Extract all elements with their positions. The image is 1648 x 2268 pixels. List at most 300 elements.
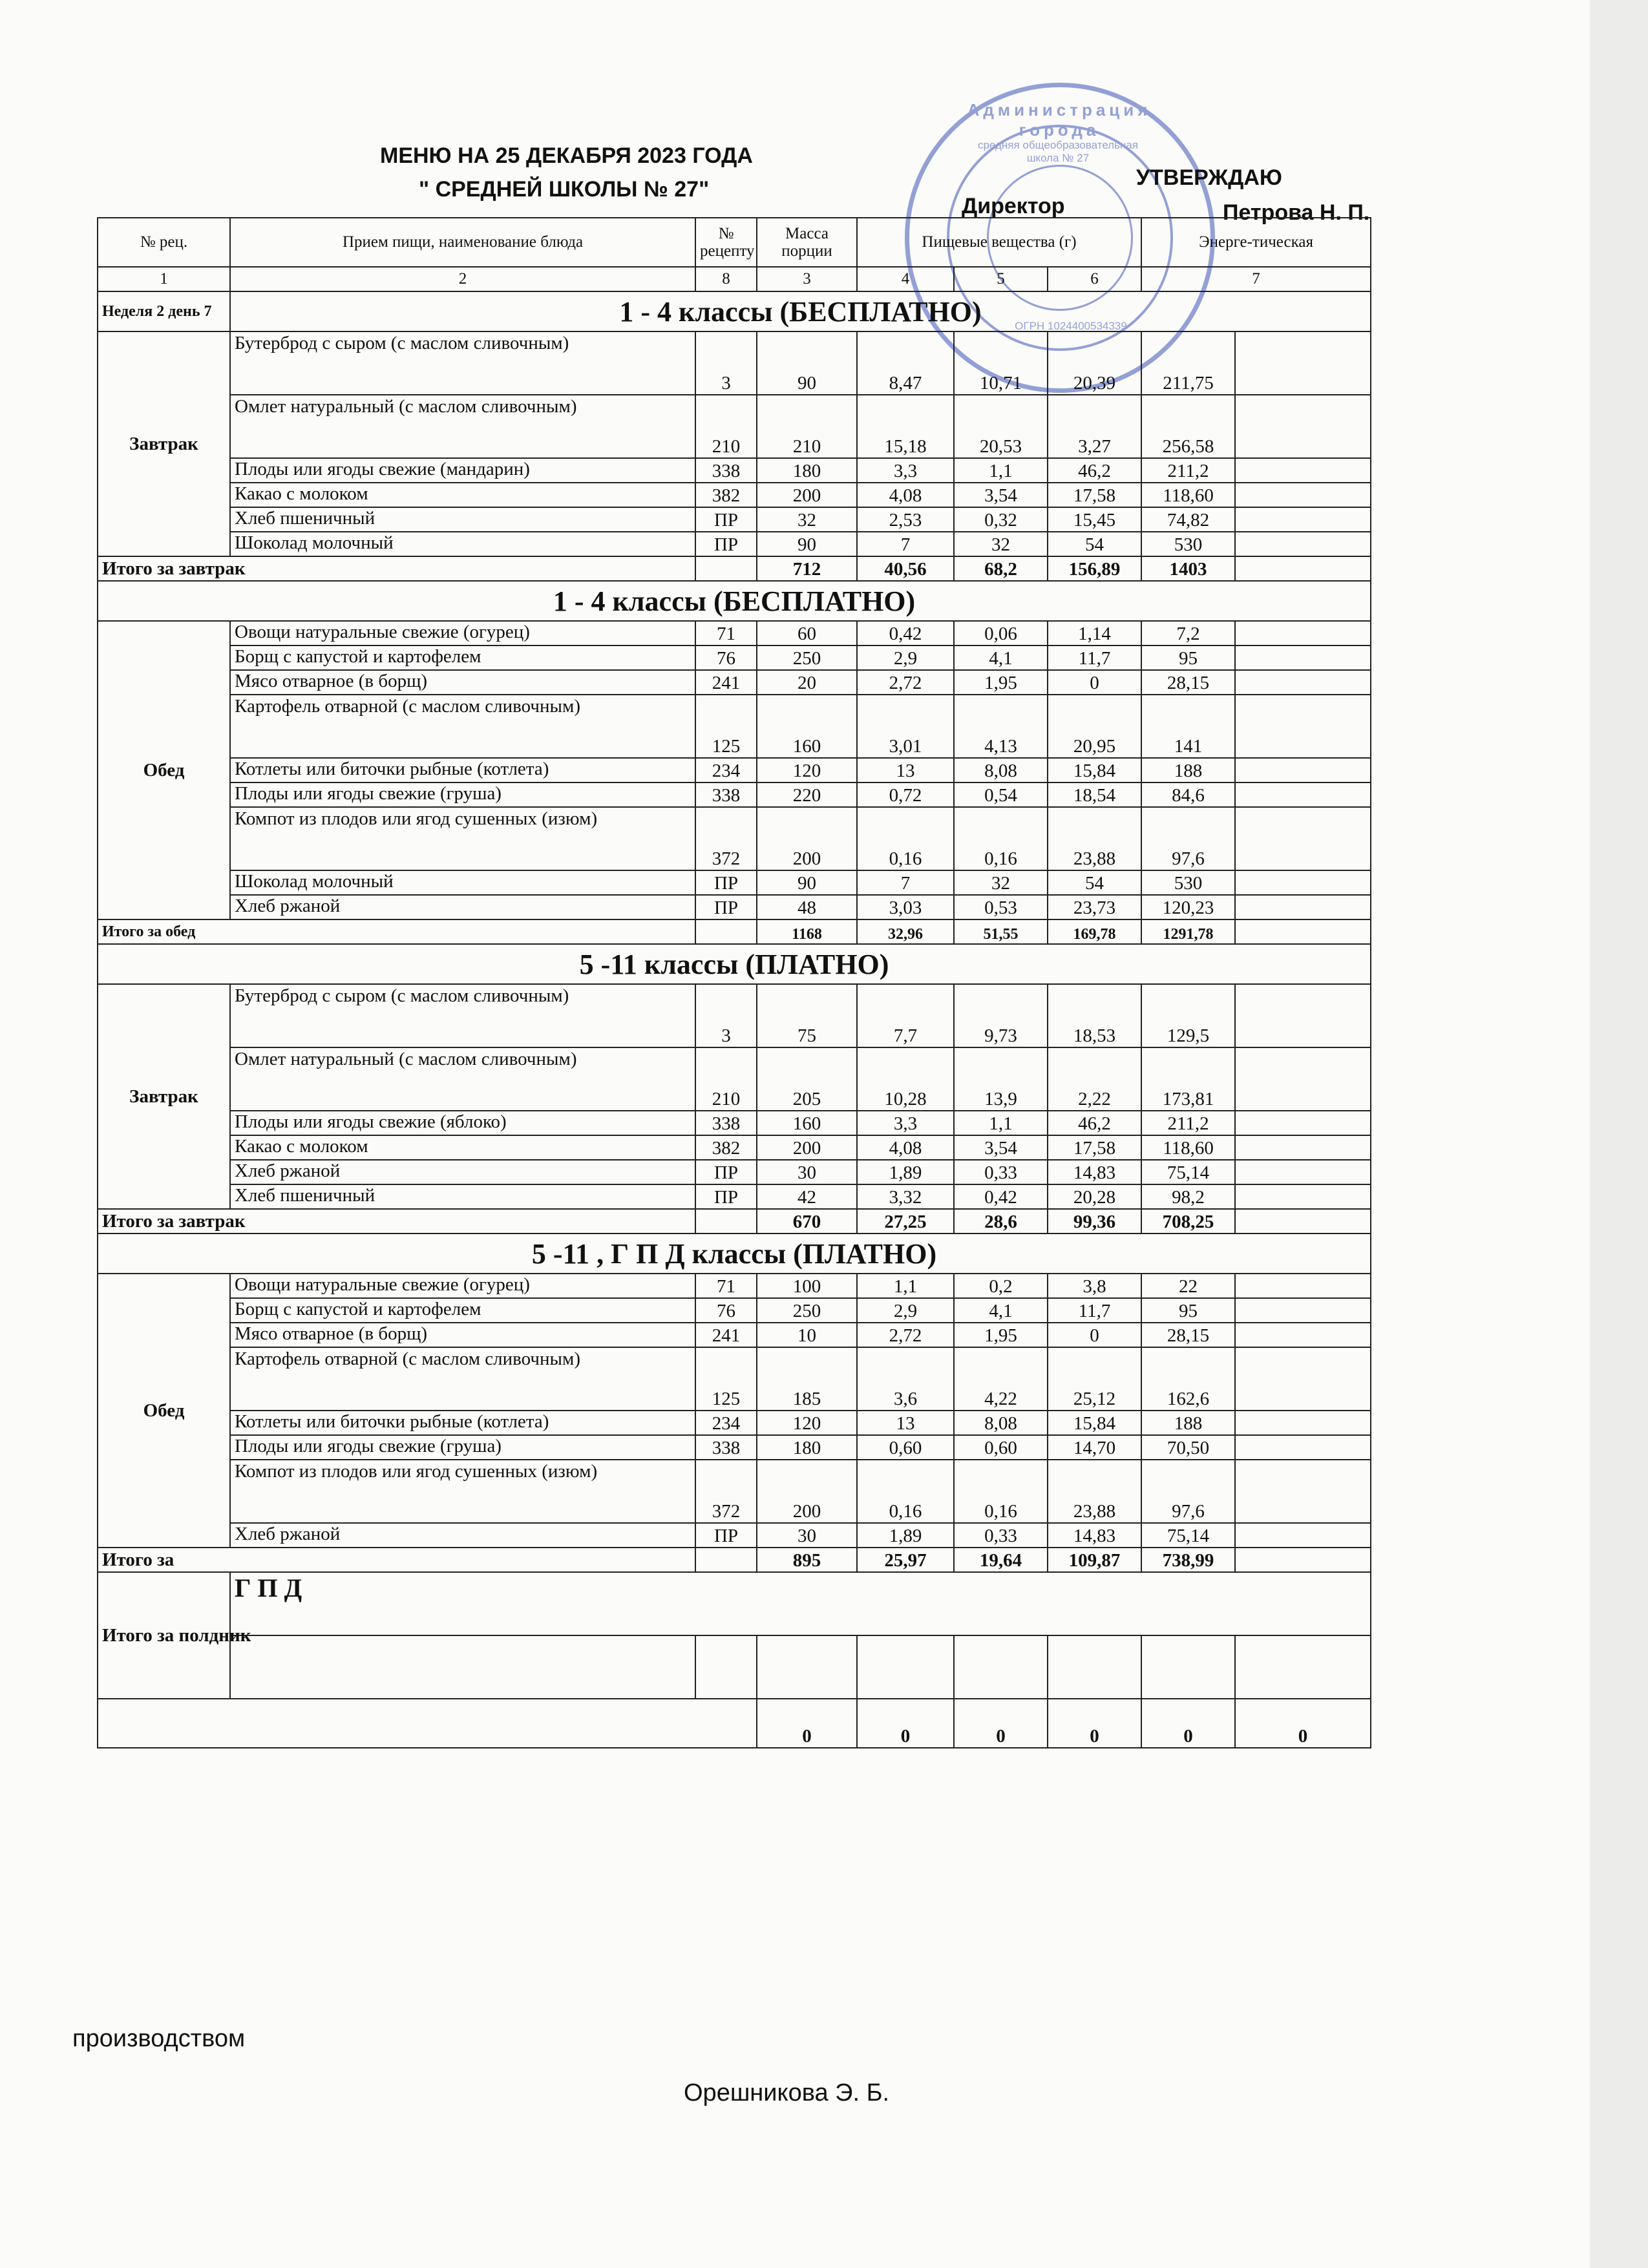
table-row <box>98 331 1371 395</box>
cell-mass: 30 <box>757 1523 857 1548</box>
cell-mass: 90 <box>757 331 857 395</box>
snack-label: Итого за полдник <box>98 1572 230 1699</box>
cell-b: 0,72 <box>857 782 954 807</box>
dish-name: Борщ с капустой и картофелем <box>230 646 695 670</box>
table-row <box>98 646 1371 670</box>
table-row <box>98 1209 1371 1234</box>
empty-cell <box>695 1548 757 1572</box>
cell-mass: 200 <box>757 483 857 507</box>
cell-e: 211,2 <box>1141 1111 1235 1135</box>
dish-name: Мясо отварное (в борщ) <box>230 1323 695 1347</box>
empty-cell <box>1235 1209 1371 1234</box>
cell-e: 530 <box>1141 532 1235 556</box>
cell-zh: 8,08 <box>954 758 1048 782</box>
menu-table <box>97 217 1371 1748</box>
empty-cell <box>695 1209 757 1234</box>
cell-u: 0 <box>1048 670 1141 695</box>
cell-e: 129,5 <box>1141 984 1235 1047</box>
total-mass: 670 <box>757 1209 857 1234</box>
total-zh: 51,55 <box>954 919 1048 944</box>
cell-u: 46,2 <box>1048 458 1141 483</box>
dish-name: Компот из плодов или ягод сушенных (изюм) <box>230 807 695 870</box>
dish-name: Бутерброд с сыром (с маслом сливочным) <box>230 984 695 1047</box>
cell-b: 1,89 <box>857 1523 954 1548</box>
cell-mass: 48 <box>757 895 857 919</box>
dish-name: Плоды или ягоды свежие (груша) <box>230 1435 695 1460</box>
empty-cell <box>857 1635 954 1699</box>
gpd-title: Г П Д <box>230 1572 1371 1635</box>
cell-u: 2,22 <box>1048 1047 1141 1111</box>
empty-cell <box>1235 1323 1371 1347</box>
total-mass: 895 <box>757 1548 857 1572</box>
cell-u: 17,58 <box>1048 483 1141 507</box>
cell-e: 188 <box>1141 1411 1235 1435</box>
cell-zh: 8,08 <box>954 1411 1048 1435</box>
cell-e: 120,23 <box>1141 895 1235 919</box>
col-header-energy: Энерге-тическая <box>1141 218 1371 267</box>
table-row <box>98 1111 1371 1135</box>
empty-cell <box>954 1635 1048 1699</box>
section-title: 5 -11 , Г П Д классы (ПЛАТНО) <box>98 1234 1371 1274</box>
cell-mass: 90 <box>757 532 857 556</box>
cell-b: 0,16 <box>857 1460 954 1523</box>
empty-cell <box>695 556 757 581</box>
cell-zh: 0,2 <box>954 1274 1048 1298</box>
table-row <box>98 1047 1371 1111</box>
table-row <box>98 758 1371 782</box>
cell-u: 14,83 <box>1048 1160 1141 1184</box>
total-label: Итого за завтрак <box>98 1209 695 1234</box>
cell-rec: 210 <box>695 1047 757 1111</box>
empty-cell <box>1235 984 1371 1047</box>
cell-u: 25,12 <box>1048 1347 1141 1411</box>
cell-mass: 120 <box>757 758 857 782</box>
col-number: 7 <box>1141 267 1371 291</box>
cell-e: 530 <box>1141 870 1235 895</box>
cell-e: 256,58 <box>1141 395 1235 458</box>
week-label: Неделя 2 день 7 <box>98 291 230 331</box>
dish-name: Мясо отварное (в борщ) <box>230 670 695 695</box>
cell-u: 54 <box>1048 870 1141 895</box>
cell-u: 3,8 <box>1048 1274 1141 1298</box>
cell-mass: 32 <box>757 507 857 532</box>
table-row <box>98 507 1371 532</box>
dish-name: Котлеты или биточки рыбные (котлета) <box>230 1411 695 1435</box>
table-row <box>98 895 1371 919</box>
cell-b: 10,28 <box>857 1047 954 1111</box>
table-row <box>98 870 1371 895</box>
cell-b: 2,9 <box>857 646 954 670</box>
table-row <box>98 458 1371 483</box>
empty-cell <box>695 1635 757 1699</box>
table-row <box>98 1274 1371 1298</box>
cell-b: 4,08 <box>857 483 954 507</box>
menu-title: МЕНЮ НА 25 ДЕКАБРЯ 2023 ГОДА <box>380 143 753 168</box>
cell-rec: 71 <box>695 621 757 646</box>
empty-cell <box>1235 395 1371 458</box>
cell-mass: 180 <box>757 1435 857 1460</box>
total-label: Итого за <box>98 1548 695 1572</box>
table-row <box>98 807 1371 870</box>
cell-u: 0 <box>1048 1323 1141 1347</box>
cell-mass: 250 <box>757 646 857 670</box>
dish-name: Плоды или ягоды свежие (мандарин) <box>230 458 695 483</box>
approve-label: УТВЕРЖДАЮ <box>1136 165 1282 190</box>
cell-rec: 241 <box>695 1323 757 1347</box>
cell-mass: 200 <box>757 807 857 870</box>
cell-e: 118,60 <box>1141 483 1235 507</box>
dish-name: Картофель отварной (с маслом сливочным) <box>230 1347 695 1411</box>
cell-u: 17,58 <box>1048 1135 1141 1160</box>
empty-cell <box>230 1635 695 1699</box>
total-zh: 19,64 <box>954 1548 1048 1572</box>
section-title: 1 - 4 классы (БЕСПЛАТНО) <box>230 291 1371 331</box>
table-row <box>98 395 1371 458</box>
dish-name: Хлеб пшеничный <box>230 1184 695 1209</box>
table-row <box>98 1699 1371 1748</box>
cell-mass: 180 <box>757 458 857 483</box>
total-e: 1403 <box>1141 556 1235 581</box>
cell-e: 28,15 <box>1141 1323 1235 1347</box>
cell-zh: 0,54 <box>954 782 1048 807</box>
cell-u: 23,73 <box>1048 895 1141 919</box>
col-number: 4 <box>857 267 954 291</box>
cell-zh: 0,16 <box>954 807 1048 870</box>
cell-zh: 13,9 <box>954 1047 1048 1111</box>
cell-e: 95 <box>1141 1298 1235 1323</box>
total-b: 25,97 <box>857 1548 954 1572</box>
cell-b: 0,60 <box>857 1435 954 1460</box>
snack-total-mass: 0 <box>757 1699 857 1748</box>
cell-zh: 20,53 <box>954 395 1048 458</box>
cell-zh: 4,13 <box>954 695 1048 758</box>
empty-cell <box>1235 807 1371 870</box>
empty-cell <box>1235 1435 1371 1460</box>
cell-u: 20,28 <box>1048 1184 1141 1209</box>
empty-cell <box>1235 458 1371 483</box>
snack-total-zh: 0 <box>954 1699 1048 1748</box>
cell-zh: 0,53 <box>954 895 1048 919</box>
dish-name: Котлеты или биточки рыбные (котлета) <box>230 758 695 782</box>
cell-b: 3,32 <box>857 1184 954 1209</box>
cell-mass: 185 <box>757 1347 857 1411</box>
cell-mass: 220 <box>757 782 857 807</box>
cell-zh: 4,22 <box>954 1347 1048 1411</box>
cell-e: 22 <box>1141 1274 1235 1298</box>
cell-mass: 205 <box>757 1047 857 1111</box>
empty-cell <box>1235 870 1371 895</box>
scan-edge <box>1590 0 1648 2268</box>
cell-mass: 210 <box>757 395 857 458</box>
table-row <box>98 532 1371 556</box>
cell-mass: 90 <box>757 870 857 895</box>
empty-cell <box>1235 1047 1371 1111</box>
cell-mass: 42 <box>757 1184 857 1209</box>
cell-zh: 0,16 <box>954 1460 1048 1523</box>
cell-u: 23,88 <box>1048 1460 1141 1523</box>
cell-mass: 60 <box>757 621 857 646</box>
total-b: 40,56 <box>857 556 954 581</box>
dish-name: Омлет натуральный (с маслом сливочным) <box>230 395 695 458</box>
cell-u: 20,95 <box>1048 695 1141 758</box>
empty-cell <box>757 1635 857 1699</box>
dish-name: Хлеб ржаной <box>230 895 695 919</box>
cell-mass: 20 <box>757 670 857 695</box>
cell-b: 0,16 <box>857 807 954 870</box>
cell-rec: 234 <box>695 1411 757 1435</box>
empty-cell <box>1235 670 1371 695</box>
dish-name: Плоды или ягоды свежие (груша) <box>230 782 695 807</box>
col-number: 8 <box>695 267 757 291</box>
cell-rec: 382 <box>695 483 757 507</box>
table-row <box>98 291 1371 331</box>
cell-e: 211,75 <box>1141 331 1235 395</box>
dish-name: Хлеб пшеничный <box>230 507 695 532</box>
cell-zh: 32 <box>954 532 1048 556</box>
snack-total-extra: 0 <box>1235 1699 1371 1748</box>
meal-label: Завтрак <box>98 331 230 556</box>
dish-name: Хлеб ржаной <box>230 1160 695 1184</box>
total-e: 1291,78 <box>1141 919 1235 944</box>
empty-cell <box>1235 1548 1371 1572</box>
cell-mass: 120 <box>757 1411 857 1435</box>
empty-cell <box>1235 556 1371 581</box>
cell-u: 11,7 <box>1048 1298 1141 1323</box>
director-name: Петрова Н. П. <box>1223 200 1370 225</box>
cell-b: 3,3 <box>857 458 954 483</box>
total-b: 32,96 <box>857 919 954 944</box>
cell-rec: 76 <box>695 1298 757 1323</box>
cell-b: 1,89 <box>857 1160 954 1184</box>
table-row <box>98 581 1371 621</box>
total-mass: 1168 <box>757 919 857 944</box>
cell-mass: 200 <box>757 1460 857 1523</box>
cell-e: 28,15 <box>1141 670 1235 695</box>
meal-label: Обед <box>98 1274 230 1548</box>
cell-zh: 1,95 <box>954 670 1048 695</box>
cell-zh: 0,32 <box>954 507 1048 532</box>
cell-b: 3,6 <box>857 1347 954 1411</box>
cell-b: 3,3 <box>857 1111 954 1135</box>
dish-name: Овощи натуральные свежие (огурец) <box>230 1274 695 1298</box>
cell-rec: 125 <box>695 695 757 758</box>
cell-b: 4,08 <box>857 1135 954 1160</box>
empty-cell <box>1235 1135 1371 1160</box>
table-row <box>98 1548 1371 1572</box>
cell-e: 75,14 <box>1141 1160 1235 1184</box>
dish-name: Шоколад молочный <box>230 870 695 895</box>
col-header-mass: Масса порции <box>757 218 857 267</box>
cell-zh: 10,71 <box>954 331 1048 395</box>
cell-e: 162,6 <box>1141 1347 1235 1411</box>
cell-b: 8,47 <box>857 331 954 395</box>
cell-u: 1,14 <box>1048 621 1141 646</box>
section-title: 1 - 4 классы (БЕСПЛАТНО) <box>98 581 1371 621</box>
cell-e: 98,2 <box>1141 1184 1235 1209</box>
cell-rec: ПР <box>695 870 757 895</box>
table-row <box>98 556 1371 581</box>
empty-cell <box>1235 1523 1371 1548</box>
empty-cell <box>1235 507 1371 532</box>
cell-e: 84,6 <box>1141 782 1235 807</box>
col-header-rec: № рец. <box>98 218 230 267</box>
cell-e: 173,81 <box>1141 1047 1235 1111</box>
cell-b: 1,1 <box>857 1274 954 1298</box>
table-row <box>98 621 1371 646</box>
cell-zh: 3,54 <box>954 1135 1048 1160</box>
cell-u: 23,88 <box>1048 807 1141 870</box>
col-number: 2 <box>230 267 695 291</box>
cell-zh: 3,54 <box>954 483 1048 507</box>
cell-u: 20,39 <box>1048 331 1141 395</box>
col-number: 5 <box>954 267 1048 291</box>
cell-mass: 200 <box>757 1135 857 1160</box>
dish-name: Плоды или ягоды свежие (яблоко) <box>230 1111 695 1135</box>
snack-total-u: 0 <box>1048 1699 1141 1748</box>
cell-rec: 3 <box>695 331 757 395</box>
school-name: " СРЕДНЕЙ ШКОЛЫ № 27" <box>419 177 710 202</box>
cell-rec: 125 <box>695 1347 757 1411</box>
empty-cell <box>1235 532 1371 556</box>
table-row <box>98 1435 1371 1460</box>
dish-name: Какао с молоком <box>230 483 695 507</box>
empty-cell <box>1235 1274 1371 1298</box>
cell-rec: 372 <box>695 1460 757 1523</box>
table-row <box>98 1298 1371 1323</box>
cell-mass: 100 <box>757 1274 857 1298</box>
cell-u: 15,84 <box>1048 1411 1141 1435</box>
total-zh: 68,2 <box>954 556 1048 581</box>
cell-rec: ПР <box>695 1160 757 1184</box>
meal-label: Завтрак <box>98 984 230 1209</box>
empty-cell <box>1235 1111 1371 1135</box>
empty-cell <box>1235 782 1371 807</box>
empty-cell <box>1048 1635 1141 1699</box>
cell-e: 95 <box>1141 646 1235 670</box>
cell-b: 2,53 <box>857 507 954 532</box>
empty-cell <box>1235 483 1371 507</box>
cell-u: 15,45 <box>1048 507 1141 532</box>
col-header-recipe: № рецепту <box>695 218 757 267</box>
cell-b: 15,18 <box>857 395 954 458</box>
cell-rec: 3 <box>695 984 757 1047</box>
table-row <box>98 1347 1371 1411</box>
cell-b: 13 <box>857 1411 954 1435</box>
total-label: Итого за завтрак <box>98 556 695 581</box>
cell-mass: 250 <box>757 1298 857 1323</box>
cell-rec: 234 <box>695 758 757 782</box>
total-u: 169,78 <box>1048 919 1141 944</box>
school-stamp: Администрация города средняя общеобразовательная школа № 27 ОГРН 1024400534339 <box>905 83 1215 393</box>
cell-u: 14,70 <box>1048 1435 1141 1460</box>
cell-e: 97,6 <box>1141 807 1235 870</box>
cell-e: 75,14 <box>1141 1523 1235 1548</box>
director-label: Директор <box>962 194 1065 218</box>
empty-cell <box>1235 919 1371 944</box>
dish-name: Компот из плодов или ягод сушенных (изюм) <box>230 1460 695 1523</box>
cell-e: 74,82 <box>1141 507 1235 532</box>
cell-rec: 372 <box>695 807 757 870</box>
production-label: производством <box>72 2025 246 2052</box>
col-number: 6 <box>1048 267 1141 291</box>
cell-b: 3,03 <box>857 895 954 919</box>
total-b: 27,25 <box>857 1209 954 1234</box>
empty-cell <box>1235 895 1371 919</box>
empty-cell <box>1235 331 1371 395</box>
cell-e: 118,60 <box>1141 1135 1235 1160</box>
cell-b: 2,72 <box>857 1323 954 1347</box>
cell-u: 46,2 <box>1048 1111 1141 1135</box>
cell-zh: 1,1 <box>954 1111 1048 1135</box>
dish-name: Шоколад молочный <box>230 532 695 556</box>
cell-rec: 210 <box>695 395 757 458</box>
table-row <box>98 670 1371 695</box>
cell-rec: ПР <box>695 532 757 556</box>
dish-name: Омлет натуральный (с маслом сливочным) <box>230 1047 695 1111</box>
cell-zh: 9,73 <box>954 984 1048 1047</box>
dish-name: Борщ с капустой и картофелем <box>230 1298 695 1323</box>
cell-rec: ПР <box>695 507 757 532</box>
empty-cell <box>1235 695 1371 758</box>
cell-u: 15,84 <box>1048 758 1141 782</box>
total-u: 99,36 <box>1048 1209 1141 1234</box>
total-label: Итого за обед <box>98 919 695 944</box>
dish-name: Какао с молоком <box>230 1135 695 1160</box>
cell-u: 11,7 <box>1048 646 1141 670</box>
dish-name: Картофель отварной (с маслом сливочным) <box>230 695 695 758</box>
total-mass: 712 <box>757 556 857 581</box>
empty-cell <box>1235 1411 1371 1435</box>
table-row <box>98 1135 1371 1160</box>
col-header-dish: Прием пищи, наименование блюда <box>230 218 695 267</box>
empty-cell <box>1235 646 1371 670</box>
cell-e: 141 <box>1141 695 1235 758</box>
dish-name: Бутерброд с сыром (с маслом сливочным) <box>230 331 695 395</box>
cell-b: 2,9 <box>857 1298 954 1323</box>
col-header-nutrients: Пищевые вещества (г) <box>857 218 1141 267</box>
total-e: 708,25 <box>1141 1209 1235 1234</box>
empty-cell <box>1235 621 1371 646</box>
cell-rec: 338 <box>695 458 757 483</box>
cell-u: 18,53 <box>1048 984 1141 1047</box>
cell-rec: 338 <box>695 1435 757 1460</box>
empty-cell <box>1235 1635 1371 1699</box>
empty-cell <box>1235 1160 1371 1184</box>
table-row <box>98 984 1371 1047</box>
table-row <box>98 1460 1371 1523</box>
cell-zh: 4,1 <box>954 1298 1048 1323</box>
cell-e: 70,50 <box>1141 1435 1235 1460</box>
cell-mass: 75 <box>757 984 857 1047</box>
table-row <box>98 782 1371 807</box>
cell-e: 211,2 <box>1141 458 1235 483</box>
table-row <box>98 483 1371 507</box>
cell-rec: 241 <box>695 670 757 695</box>
total-u: 109,87 <box>1048 1548 1141 1572</box>
cell-e: 188 <box>1141 758 1235 782</box>
cell-u: 3,27 <box>1048 395 1141 458</box>
signer-name: Орешникова Э. Б. <box>684 2079 890 2106</box>
empty-cell <box>1235 1460 1371 1523</box>
cell-rec: ПР <box>695 895 757 919</box>
cell-zh: 4,1 <box>954 646 1048 670</box>
cell-zh: 0,60 <box>954 1435 1048 1460</box>
cell-mass: 160 <box>757 1111 857 1135</box>
col-number: 3 <box>757 267 857 291</box>
table-row <box>98 919 1371 944</box>
table-row <box>98 944 1371 984</box>
table-row <box>98 1572 1371 1635</box>
